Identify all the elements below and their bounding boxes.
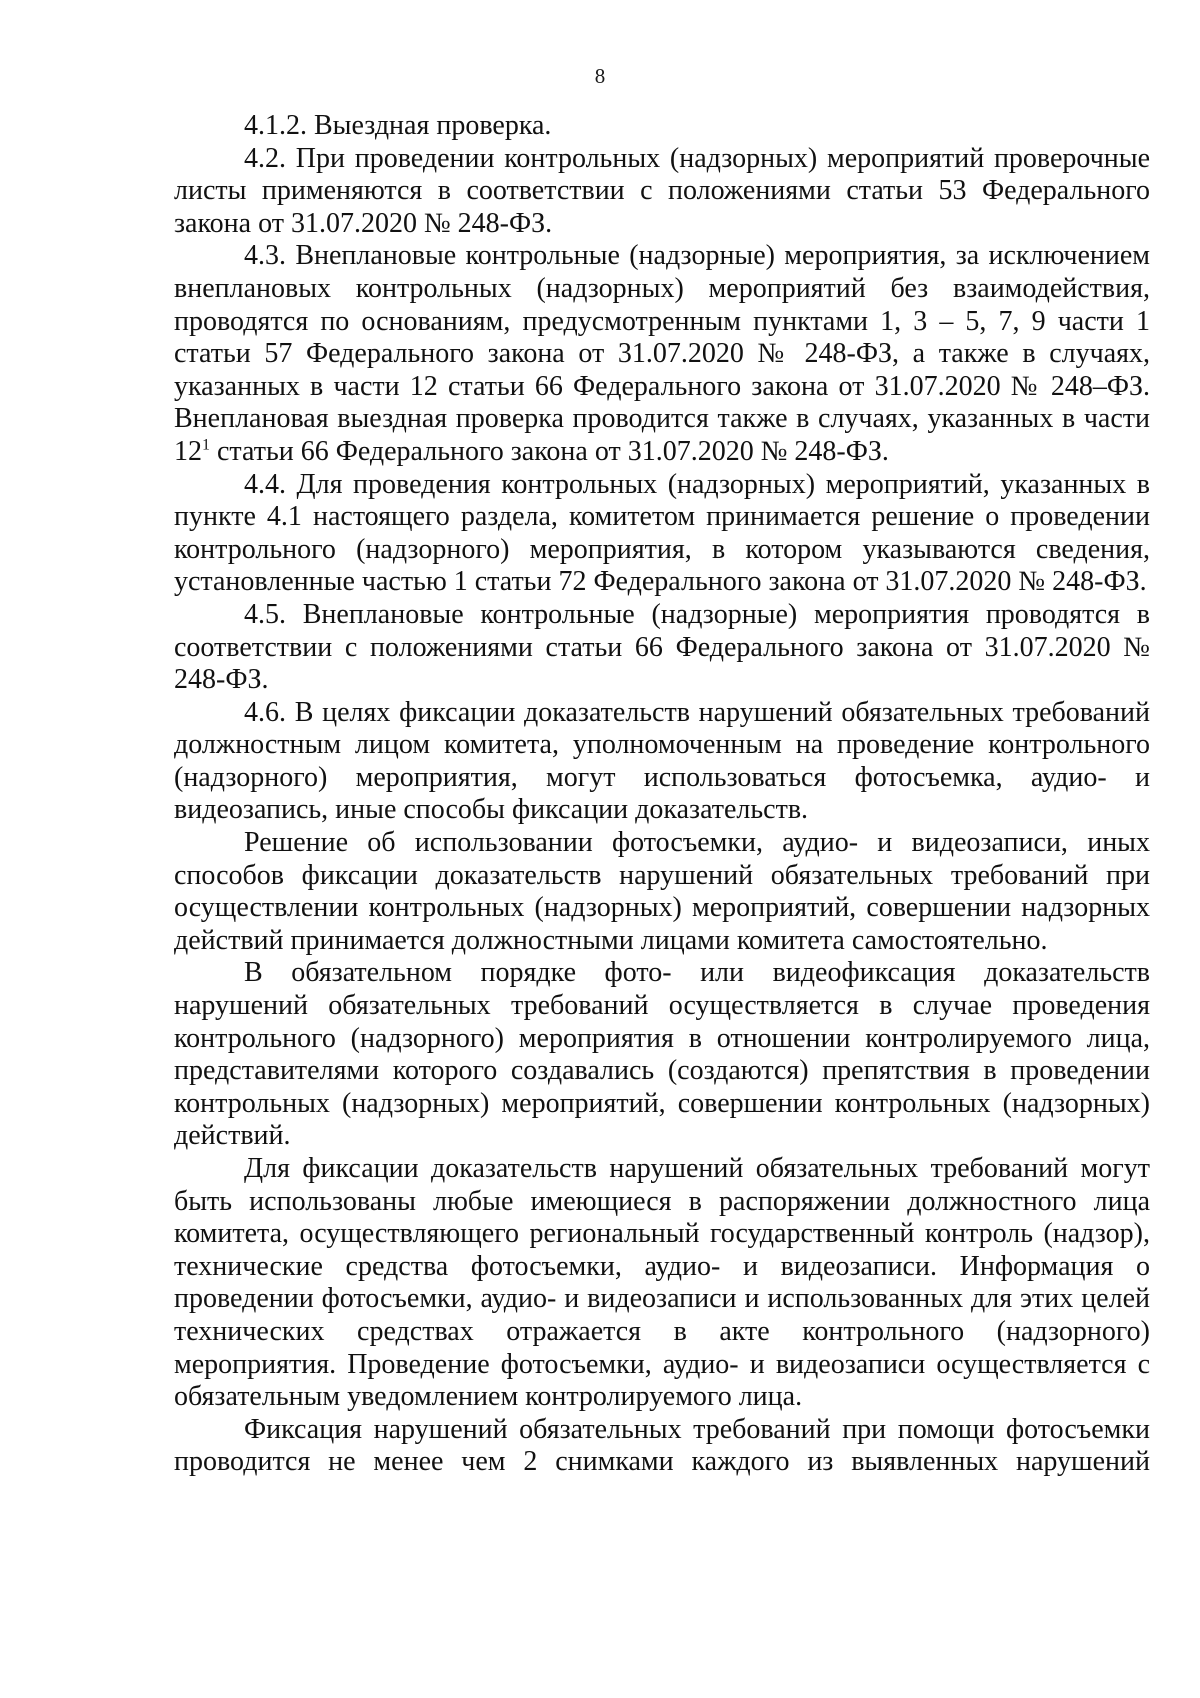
paragraph-photo-decision: Решение об использовании фотосъемки, аудио- и видеозаписи, иных способов фиксации доказательств нарушений обязательных требований при осуществлении контрольных (надзорных) мероприятий, совершении надзорных действий принимается должностными лицами комитета самостоятельно.: [174, 827, 1150, 956]
superscript-1: 1: [202, 436, 210, 454]
paragraph-photo-fixation: Фиксация нарушений обязательных требований при помощи фотосъемки проводится не менее чем 2 снимками каждого из выявленных нарушений: [174, 1413, 1150, 1478]
paragraph-4-3-text: 4.3. Внеплановые контрольные (надзорные) мероприятия, за исключением внеплановых контрольных (надзорных) мероприятий без взаимодействия, проводятся по основаниям, предусмотренным пунктами 1, 3 – 5, 7, 9 части 1 статьи 57 Федерального закона от 31.07.2020 № 248-ФЗ, а также в случаях, указанных в части 12 статьи 66 Федерального закона от 31.07.2020 № 248–ФЗ. Внеплановая выездная проверка проводится также в случаях, указанных в части 12: [174, 240, 1150, 467]
paragraph-4-3: [174, 240, 1150, 468]
paragraph-4-3-tail: статьи 66 Федерального закона от 31.07.2020 № 248-ФЗ.: [210, 435, 889, 467]
paragraph-mandatory-fixation: В обязательном порядке фото- или видеофиксация доказательств нарушений обязательных требований осуществляется в случае проведения контрольного (надзорного) мероприятия в отношении контролируемого лица, представителями которого создавались (создаются) препятствия в проведении контрольных (надзорных) мероприятий, совершении контрольных (надзорных) действий.: [174, 957, 1150, 1152]
page-number: 8: [594, 64, 606, 88]
paragraph-4-1-2: 4.1.2. Выездная проверка.: [244, 110, 552, 141]
paragraph-4-5: 4.5. Внеплановые контрольные (надзорные) мероприятия проводятся в соответствии с положениями статьи 66 Федерального закона от 31.07.2020 № 248-ФЗ.: [174, 598, 1150, 696]
paragraph-4-6: 4.6. В целях фиксации доказательств нарушений обязательных требований должностным лицом комитета, уполномоченным на проведение контрольного (надзорного) мероприятия, могут использоваться фотосъемка, аудио- и видеозапись, иные способы фиксации доказательств.: [174, 696, 1150, 826]
document-body: [174, 110, 1150, 1479]
paragraph-technical-means: Для фиксации доказательств нарушений обязательных требований могут быть использованы любые имеющиеся в распоряжении должностного лица комитета, осуществляющего региональный государственный контроль (надзор), технические средства фотосъемки, аудио- и видеозаписи. Информация о проведении фотосъемки, аудио- и видеозаписи и использованных для этих целей технических средствах отражается в акте контрольного (надзорного) мероприятия. Проведение фотосъемки, аудио- и видеозаписи осуществляется с обязательным уведомлением контролируемого лица.: [174, 1153, 1150, 1413]
paragraph-4-4: 4.4. Для проведения контрольных (надзорных) мероприятий, указанных в пункте 4.1 настоящего раздела, комитетом принимается решение о проведении контрольного (надзорного) мероприятия, в котором указываются сведения, установленные частью 1 статьи 72 Федерального закона от 31.07.2020 № 248-ФЗ.: [174, 468, 1150, 598]
paragraph-4-2: 4.2. При проведении контрольных (надзорных) мероприятий проверочные листы применяются в соответствии с положениями статьи 53 Федерального закона от 31.07.2020 № 248-ФЗ.: [174, 142, 1150, 239]
